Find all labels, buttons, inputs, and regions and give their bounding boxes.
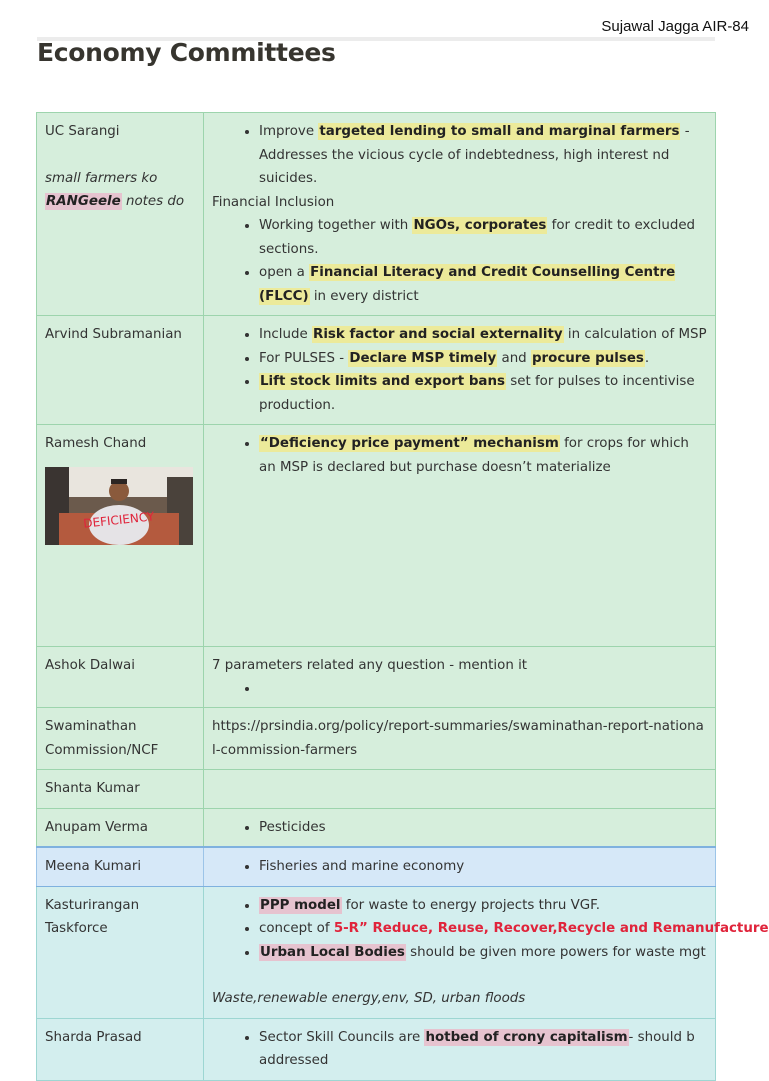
committee-details-cell: [204, 1018, 716, 1080]
bullet-list: [212, 894, 769, 965]
committee-name: UC Sarangi: [45, 124, 120, 139]
committee-name: Ashok Dalwai: [45, 657, 135, 673]
table-row-shanta: [37, 770, 716, 809]
bullet-list: [212, 1026, 707, 1073]
cell-spacer: [45, 545, 195, 639]
committee-name: Anupam Verma: [45, 819, 149, 835]
bullet-list: [212, 214, 707, 308]
highlight: NGOs, corporates: [413, 218, 547, 233]
committee-name: Swaminathan Commission/NCF: [45, 719, 159, 758]
subheading: Financial Inclusion: [212, 194, 335, 210]
highlight: Risk factor and social externality: [313, 327, 563, 342]
committee-name: Kasturirangan Taskforce: [45, 897, 140, 936]
table-row-kumari: [37, 847, 716, 886]
highlight: Lift stock limits and export bans: [260, 374, 505, 389]
committee-details-cell: [204, 113, 716, 316]
committee-name-cell: [37, 316, 204, 425]
committee-details-cell: [204, 808, 716, 847]
mnemonic-highlight: RANGeele: [46, 194, 121, 209]
bullet-list: [212, 432, 707, 479]
committee-name-cell: [37, 770, 204, 809]
page-title: Economy Committees: [37, 38, 336, 67]
highlight: hotbed of crony capitalism: [425, 1029, 628, 1045]
bullet-list: [212, 323, 707, 417]
committees-table-wrapper: [36, 112, 769, 1068]
committee-details-cell: [204, 708, 716, 770]
details-text: 7 parameters related any question - mention it: [212, 657, 528, 673]
author-credit: Sujawal Jagga AIR-84: [601, 18, 749, 35]
committee-name: Arvind Subramanian: [45, 327, 182, 342]
committee-details-cell: [204, 646, 716, 708]
list-item: • “Deficiency price payment” mechanism for crops for which an MSP is declared but purchase doesn’t materialize: [259, 432, 707, 479]
committee-details-cell: [204, 886, 769, 1018]
committee-name: Sharda Prasad: [45, 1029, 142, 1045]
list-item: • Sector Skill Councils are hotbed of crony capitalism- should b addressed: [259, 1026, 707, 1073]
details-link-text: https://prsindia.org/policy/report-summaries/swaminathan-report-national-commission-farmers: [212, 719, 704, 758]
list-item: • Include Risk factor and social externality in calculation of MSP: [259, 323, 707, 347]
list-item: • For PULSES - Declare MSP timely and procure pulses.: [259, 347, 707, 371]
list-item: • Improve targeted lending to small and marginal farmers - Addresses the vicious cycle of indebtedness, high interest nd suicides.: [259, 120, 707, 191]
bullet-list: [212, 677, 707, 700]
list-item: • PPP model for waste to energy projects thru VGF.: [259, 894, 707, 918]
table-row-kasturirangan: [37, 886, 716, 1018]
table-row-dalwai: [37, 646, 716, 708]
table-row-sarangi: [37, 113, 716, 316]
table-row-prasad: [37, 1018, 716, 1080]
topic-tags: Waste,renewable energy,env, SD, urban floods: [212, 991, 526, 1006]
committee-details-cell: [204, 316, 716, 425]
highlight: “Deficiency price payment” mechanism: [260, 436, 559, 451]
committee-name-cell: [37, 708, 204, 770]
bullet-list: [212, 816, 707, 840]
table-row-verma: [37, 808, 716, 847]
highlight: Declare MSP timely: [349, 350, 497, 366]
table-row-swaminathan: [37, 708, 716, 770]
committee-name-cell: [37, 1018, 204, 1080]
committee-name: Ramesh Chand: [45, 436, 147, 451]
highlight: targeted lending to small and marginal farmers: [319, 124, 680, 139]
list-item: • Pesticides: [259, 816, 707, 840]
list-item: • open a Financial Literacy and Credit Counselling Centre (FLCC) in every district: [259, 261, 707, 308]
photo-caption: DEFICIENCY: [82, 508, 155, 531]
empty-list-item: [259, 677, 707, 700]
committee-name-cell: [37, 886, 204, 1018]
table-row-chand: [37, 425, 716, 647]
committee-name-cell: [37, 646, 204, 708]
highlight: PPP model: [260, 897, 341, 913]
committee-name: Meena Kumari: [45, 859, 142, 874]
list-item: • Working together with NGOs, corporates for credit to excluded sections.: [259, 214, 707, 261]
committee-name-cell: [37, 847, 204, 886]
list-item: • Lift stock limits and export bans set for pulses to incentivise production.: [259, 370, 707, 417]
mnemonic-text: small farmers ko: [45, 170, 158, 186]
highlight: Financial Literacy and Credit Counselling Centre (FLCC): [259, 265, 676, 304]
committees-table: [36, 112, 769, 1081]
list-item: • Urban Local Bodies should be given more powers for waste mgt: [259, 941, 707, 965]
person-photo: [45, 467, 193, 545]
committee-name: Shanta Kumar: [45, 781, 140, 796]
highlight: Urban Local Bodies: [260, 944, 405, 960]
red-text: 5-R” Reduce, Reuse, Recover,Recycle and Remanufacture: [333, 921, 769, 936]
committee-name-cell: [37, 113, 204, 316]
committee-details-cell: [204, 770, 716, 809]
mnemonic-note: [45, 167, 195, 214]
committee-details-cell: [204, 425, 716, 647]
list-item: • concept of 5-R” Reduce, Reuse, Recover,Recycle and Remanufacture: [259, 917, 707, 941]
committee-name-cell: [37, 425, 204, 647]
bullet-list: [212, 120, 707, 191]
bullet-list: [212, 855, 707, 879]
committee-details-cell: [204, 847, 716, 886]
mnemonic-text: notes do: [121, 194, 185, 209]
table-row-subramanian: [37, 316, 716, 425]
highlight: procure pulses: [531, 350, 644, 366]
list-item: • Fisheries and marine economy: [259, 855, 707, 879]
committee-name-cell: [37, 808, 204, 847]
